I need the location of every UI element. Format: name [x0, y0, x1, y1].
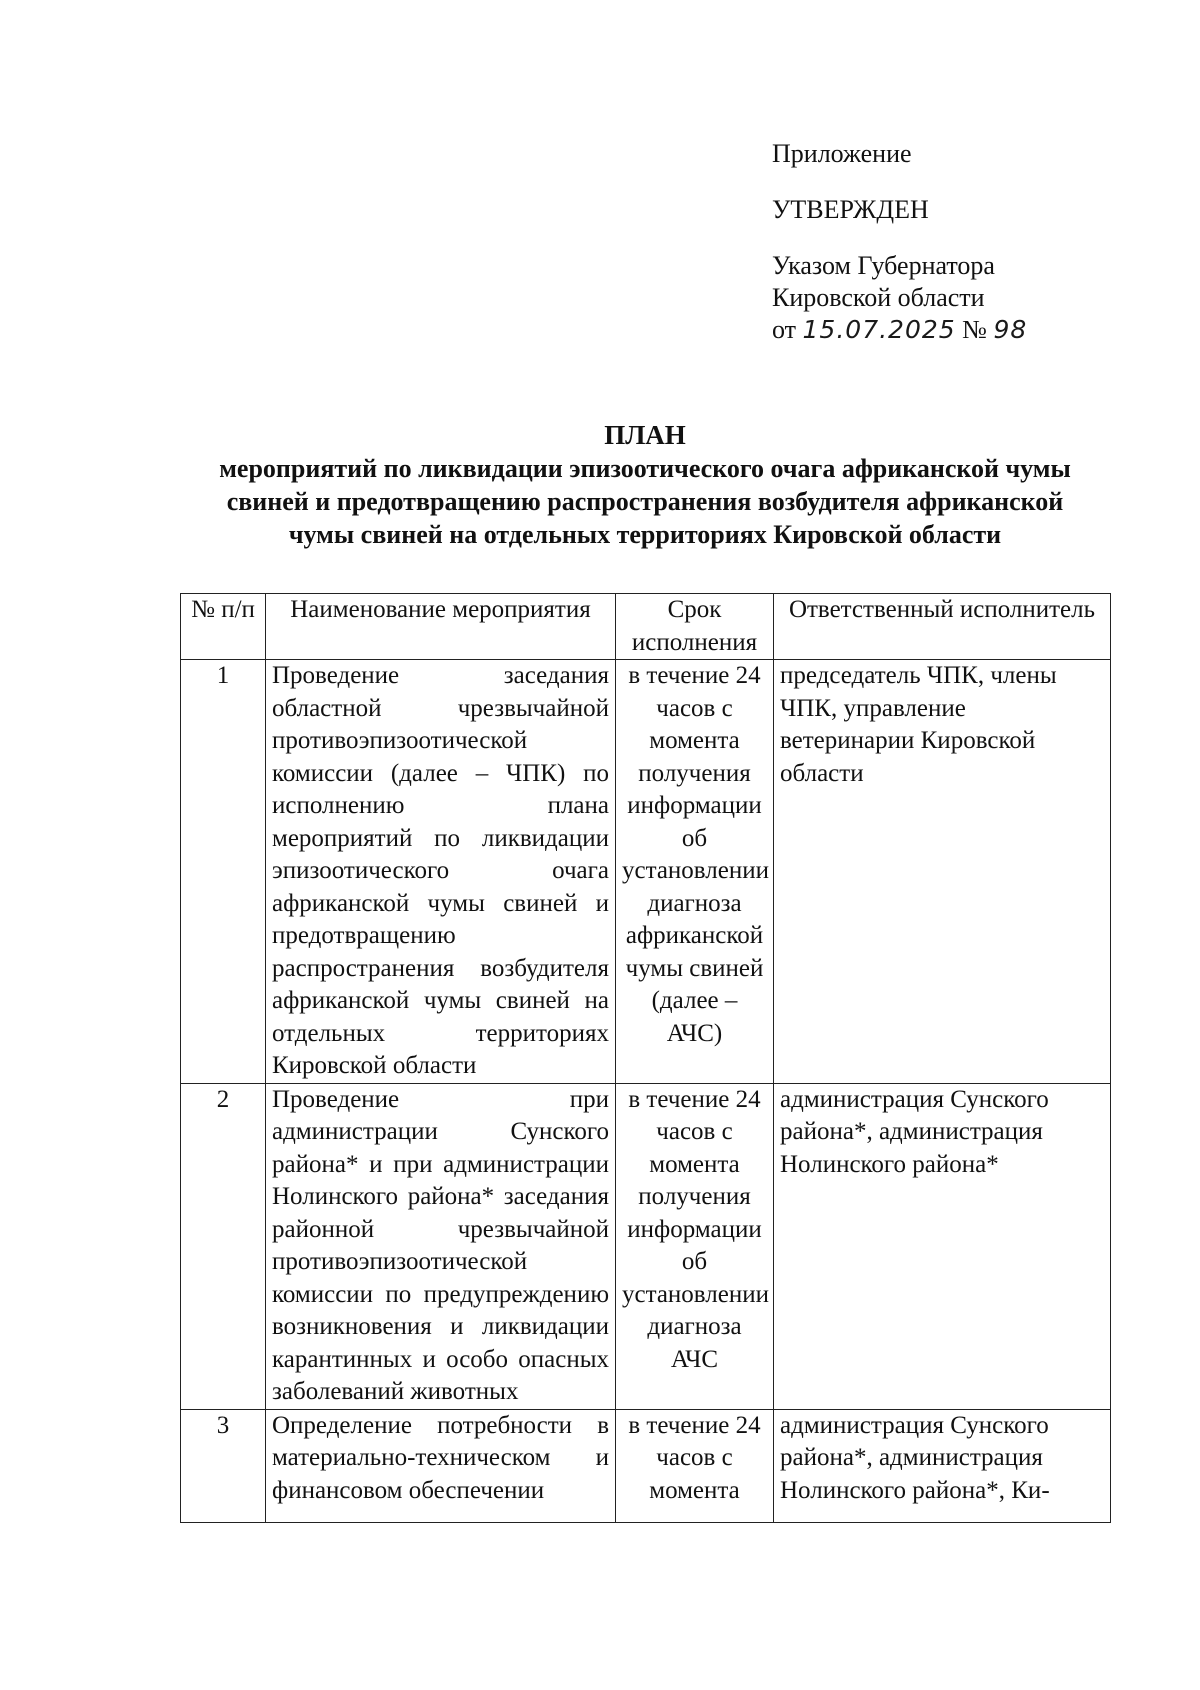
header-name: Наименование мероприятия — [266, 594, 616, 660]
row-activity: Проведение заседания областной чрезвычайной противоэпизоотической комиссии (далее – ЧПК) по исполнению плана мероприятий по ликвидации эпизоотического очага африканской чумы свиней и предотвращению распространения возбудителя африканской чумы свиней на отдельных территориях Кировской области — [266, 660, 616, 1084]
row-activity: Проведение при администрации Сунского района* и при администрации Нолинского района* заседания районной чрезвычайной противоэпизоотической комиссии по предупреждению возникновения и ликвидации карантинных и особо опасных заболеваний животных — [266, 1083, 616, 1409]
plan-subtitle-line3: чумы свиней на отдельных территориях Кировской области — [288, 520, 1002, 549]
plan-title: ПЛАН — [604, 420, 686, 450]
row-responsible: администрация Сунского района*, администрация Нолинского района*, Ки- — [774, 1409, 1111, 1522]
document-heading — [150, 418, 1140, 551]
number-sign: № — [962, 315, 987, 344]
header-responsible: Ответственный исполнитель — [774, 594, 1111, 660]
table-header-row — [181, 594, 1111, 660]
row-term: в течение 24 часов с момента получения информации об установлении диагноза африканской чумы свиней (далее – АЧС) — [616, 660, 774, 1084]
header-number: № п/п — [181, 594, 266, 660]
decree-date-line — [772, 314, 1027, 346]
row-number: 3 — [181, 1409, 266, 1522]
row-responsible: администрация Сунского района*, администрация Нолинского района* — [774, 1083, 1111, 1409]
appendix-label: Приложение — [772, 139, 912, 168]
approved-label: УТВЕРЖДЕН — [772, 195, 929, 224]
row-activity: Определение потребности в материально-техническом и финансовом обеспечении — [266, 1409, 616, 1522]
plan-subtitle-line1: мероприятий по ликвидации эпизоотического очага африканской чумы — [219, 454, 1071, 483]
approved-by-line1: Указом Губернатора — [772, 251, 995, 280]
table-row — [181, 1409, 1111, 1522]
decree-date: 15.07.2025 — [802, 315, 956, 344]
decree-number: 98 — [993, 315, 1028, 344]
approval-block — [772, 138, 1027, 346]
row-number: 1 — [181, 660, 266, 1084]
approved-by-line2: Кировской области — [772, 283, 985, 312]
plan-table — [180, 593, 1111, 1523]
row-term: в течение 24 часов с момента — [616, 1409, 774, 1522]
table-row — [181, 660, 1111, 1084]
row-number: 2 — [181, 1083, 266, 1409]
row-responsible: председатель ЧПК, члены ЧПК, управление ветеринарии Кировской области — [774, 660, 1111, 1084]
date-prefix: от — [772, 315, 797, 344]
row-term: в течение 24 часов с момента получения информации об установлении диагноза АЧС — [616, 1083, 774, 1409]
header-term: Срок исполнения — [616, 594, 774, 660]
table-row — [181, 1083, 1111, 1409]
plan-subtitle-line2: свиней и предотвращению распространения возбудителя африканской — [226, 487, 1064, 516]
